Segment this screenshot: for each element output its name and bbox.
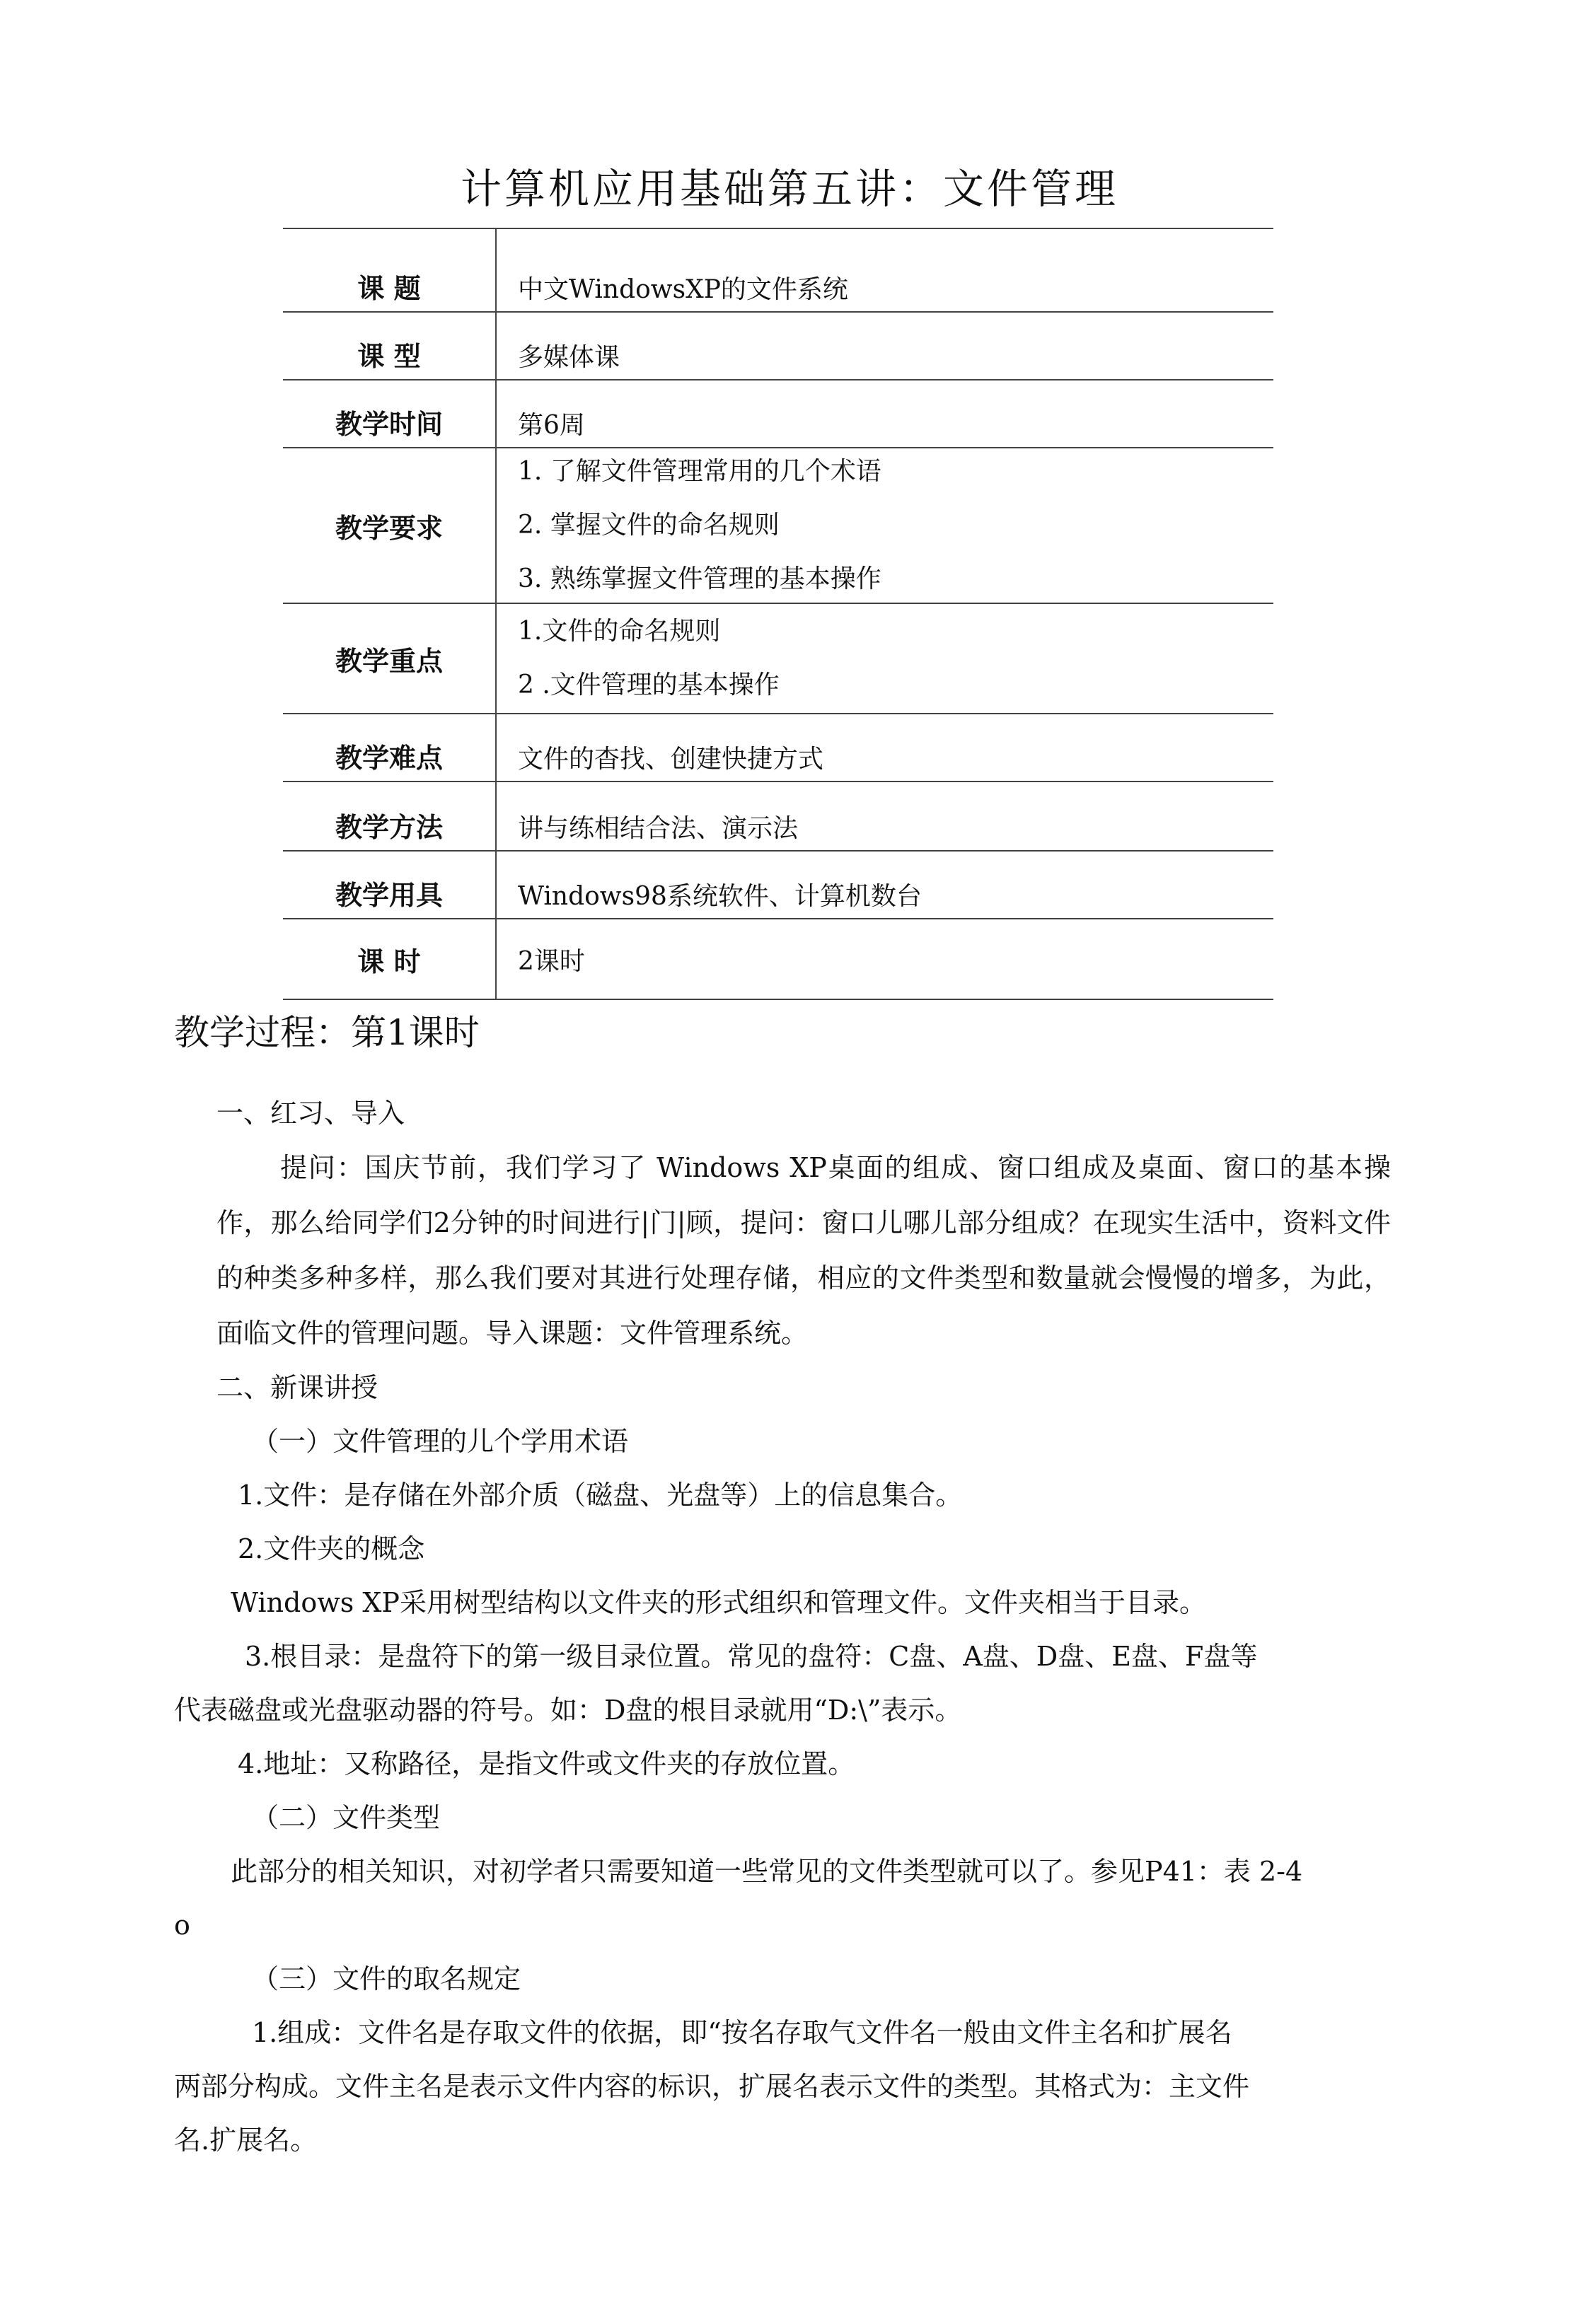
key-point-item: 1.文件的命名规则: [518, 617, 721, 646]
section-heading: 二、新课讲授: [216, 1372, 378, 1403]
file-types-paragraph: 此部分的相关知识，对初学者只需要知道一些常见的文件类型就可以了。参见P41：表 2-4: [231, 1856, 1303, 1887]
page-title: 计算机应用基础第五讲：文件管理: [460, 165, 1118, 213]
naming-rule-item: 1.组成：文件名是存取文件的依据，即“按名存取气文件名一般由文件主名和扩展名: [252, 2017, 1232, 2048]
requirements-value: [497, 448, 1273, 603]
key-points-label: 教学重点: [283, 604, 497, 713]
term-detail: Windows XP采用树型结构以文件夹的形式组织和管理文件。文件夹相当于目录。: [231, 1587, 1206, 1618]
intro-paragraph: 提问：国庆节前，我们学习了 Windows XP桌面的组成、窗口组成及桌面、窗口的基本操作，那么给同学们2分钟的时间进行|门|顾，提问：窗口儿哪儿部分组成？在现实生活中，资料文件的种类多种多样，那么我们要对其进行处理存储，相应的文件类型和数量就会慢慢的增多，为此，面临文件的管理问题。导入课题：文件管理系统。: [216, 1152, 1391, 1349]
subsection-heading: （二）文件类型: [252, 1802, 441, 1833]
tools-value: Windows98系统软件、计算机数台: [518, 882, 922, 911]
section-heading: 一、红习、导入: [216, 1098, 405, 1129]
difficulty-value: 文件的杳找、创建快捷方式: [518, 745, 824, 774]
subsection-heading: （一）文件管理的儿个学用术语: [252, 1426, 629, 1457]
requirement-item: 1. 了解文件管理常用的几个术语: [518, 457, 881, 486]
table-row: [283, 311, 1273, 379]
requirement-item: 3. 熟练掌握文件管理的基本操作: [518, 564, 881, 593]
difficulty-label: 教学难点: [283, 714, 497, 781]
naming-rule-detail: 名.扩展名。: [174, 2125, 318, 2156]
term-item: 1.文件：是存储在外部介质（磁盘、光盘等）上的信息集合。: [238, 1480, 963, 1511]
table-row: [283, 228, 1273, 311]
method-label: 教学方法: [283, 782, 497, 850]
term-item: 2.文件夹的概念: [238, 1533, 425, 1564]
requirements-label: 教学要求: [283, 448, 497, 603]
term-item: 4.地址：又称路径，是指文件或文件夹的存放位置。: [238, 1748, 855, 1779]
hours-value: 2课时: [518, 946, 585, 976]
table-row: [283, 603, 1273, 713]
naming-rule-detail: 两部分构成。文件主名是表示文件内容的标识，扩展名表示文件的类型。其格式为：主文件: [174, 2071, 1250, 2102]
tools-label: 教学用具: [283, 852, 497, 918]
key-points-value: [497, 604, 1273, 713]
topic-label: 课 题: [283, 229, 497, 311]
requirement-item: 2. 掌握文件的命名规则: [518, 511, 780, 540]
hours-label: 课 时: [283, 919, 497, 999]
topic-value: 中文WindowsXP的文件系统: [518, 275, 848, 304]
term-item: 3.根目录：是盘符下的第一级目录位置。常见的盘符：C盘、A盘、D盘、E盘、F盘等: [245, 1641, 1258, 1672]
type-value: 多媒体课: [518, 343, 620, 372]
subsection-heading: （三）文件的取名规定: [252, 1963, 521, 1994]
process-title: 教学过程：第1课时: [174, 1012, 480, 1053]
lesson-body: [174, 1086, 1391, 2167]
type-label: 课 型: [283, 313, 497, 379]
file-types-paragraph-end: o: [174, 1910, 190, 1941]
table-row: [283, 850, 1273, 918]
table-row: [283, 918, 1273, 1000]
table-row: [283, 447, 1273, 603]
table-row: [283, 713, 1273, 781]
time-label: 教学时间: [283, 380, 497, 447]
table-row: [283, 781, 1273, 850]
term-detail: 代表磁盘或光盘驱动器的符号。如：D盘的根目录就用“D:\”表示。: [174, 1695, 962, 1726]
time-value: 第6周: [518, 411, 585, 440]
method-value: 讲与练相结合法、演示法: [518, 814, 799, 843]
lesson-info-table: [283, 228, 1273, 1000]
table-row: [283, 379, 1273, 447]
key-point-item: 2 .文件管理的基本操作: [518, 670, 780, 699]
